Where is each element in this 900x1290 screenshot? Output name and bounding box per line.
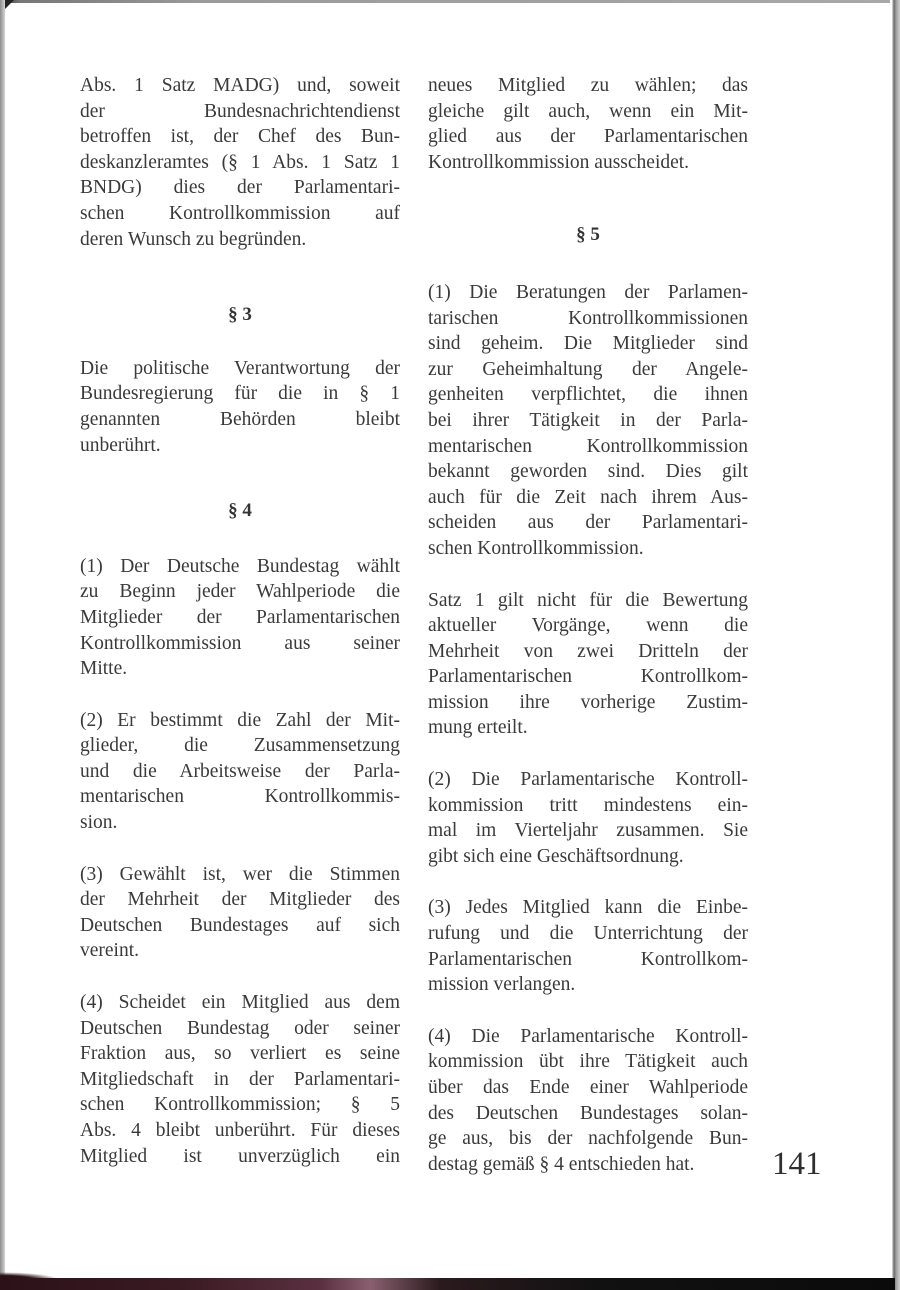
text-line: (2) Er bestimmt die Zahl der Mit- bbox=[80, 709, 400, 731]
text-line: Deutschen Bundestages auf sich bbox=[80, 914, 400, 936]
text-line: zu Beginn jeder Wahlperiode die bbox=[80, 581, 400, 603]
text-line: Mitgliedschaft in der Parlamentari- bbox=[80, 1068, 400, 1090]
text-line: Satz 1 gilt nicht für die Bewertung bbox=[428, 589, 748, 611]
text-line: BNDG) dies der Parlamentari- bbox=[80, 177, 400, 199]
section-4-paragraph-3 bbox=[80, 862, 400, 964]
scan-edge-top bbox=[0, 0, 890, 3]
section-4-paragraph-2 bbox=[80, 708, 400, 836]
text-line: mung erteilt. bbox=[428, 717, 528, 739]
section-4-paragraph-4 bbox=[80, 990, 400, 1169]
text-line: (4) Die Parlamentarische Kontroll- bbox=[428, 1025, 748, 1047]
scan-edge-left bbox=[0, 0, 5, 1275]
section-5-paragraph-1b bbox=[428, 588, 748, 742]
text-line: über das Ende einer Wahlperiode bbox=[428, 1077, 748, 1098]
text-line: bei ihrer Tätigkeit in der Parla- bbox=[428, 409, 748, 431]
text-line: Abs. 4 bleibt unberührt. Für dieses bbox=[80, 1120, 400, 1141]
scan-edge-right bbox=[892, 0, 900, 1290]
text-line: Fraktion aus, so verliert es seine bbox=[80, 1043, 400, 1065]
text-line: scheiden aus der Parlamentari- bbox=[428, 512, 748, 534]
text-line: der Bundesnachrichtendienst bbox=[80, 100, 400, 122]
text-line: mal im Vierteljahr zusammen. Sie bbox=[428, 820, 748, 842]
text-line: schen Kontrollkommission; § 5 bbox=[80, 1094, 400, 1116]
text-line: betroffen ist, der Chef des Bun- bbox=[80, 126, 400, 148]
section-4-paragraph-1 bbox=[80, 554, 400, 682]
section-3-paragraph bbox=[80, 356, 400, 458]
text-line: mentarischen Kontrollkommission bbox=[428, 435, 748, 457]
section-5-paragraph-3 bbox=[428, 895, 748, 997]
text-line: Kontrollkommission ausscheidet. bbox=[428, 151, 690, 173]
text-line: vereint. bbox=[80, 940, 140, 962]
text-line: destag gemäß § 4 entschieden hat. bbox=[428, 1153, 695, 1175]
text-line: bekannt geworden sind. Dies gilt bbox=[428, 461, 748, 483]
text-line: (2) Die Parlamentarische Kontroll- bbox=[428, 769, 748, 791]
section-heading-4: § 4 bbox=[228, 500, 252, 522]
text-line: des Deutschen Bundestages solan- bbox=[428, 1102, 748, 1124]
text-line: (4) Scheidet ein Mitglied aus dem bbox=[80, 992, 400, 1014]
text-line: gibt sich eine Geschäftsordnung. bbox=[428, 845, 684, 867]
text-line: gleiche gilt auch, wenn ein Mit- bbox=[428, 100, 748, 122]
text-line: (3) Gewählt ist, wer die Stimmen bbox=[80, 863, 400, 885]
section-5-paragraph-1 bbox=[428, 280, 748, 562]
text-line: deren Wunsch zu begründen. bbox=[80, 228, 307, 250]
text-line: genheiten verpflichtet, die ihnen bbox=[428, 384, 748, 406]
text-line: Bundesregierung für die in § 1 bbox=[80, 383, 400, 405]
text-line: kommission übt ihre Tätigkeit auch bbox=[428, 1051, 748, 1073]
text-line: Kontrollkommission aus seiner bbox=[80, 632, 400, 654]
text-line: unberührt. bbox=[80, 434, 161, 456]
text-line: neues Mitglied zu wählen; das bbox=[428, 75, 748, 96]
text-line: Abs. 1 Satz MADG) und, soweit bbox=[80, 75, 400, 96]
text-line: Mitglied ist unverzüglich ein bbox=[80, 1145, 400, 1167]
text-line: mission ihre vorherige Zustim- bbox=[428, 691, 748, 713]
text-line: und die Arbeitsweise der Parla- bbox=[80, 760, 400, 782]
text-line: Die politische Verantwortung der bbox=[80, 357, 400, 379]
text-line: (3) Jedes Mitglied kann die Einbe- bbox=[428, 897, 748, 919]
scan-edge-bottom bbox=[0, 1278, 895, 1290]
section-5-paragraph-2 bbox=[428, 767, 748, 869]
left-column bbox=[80, 73, 400, 1169]
section-heading-3: § 3 bbox=[228, 304, 252, 326]
text-line: Mitte. bbox=[80, 658, 128, 680]
text-line: schen Kontrollkommission auf bbox=[80, 202, 400, 224]
text-line: (1) Der Deutsche Bundestag wählt bbox=[80, 555, 400, 577]
text-line: Deutschen Bundestag oder seiner bbox=[80, 1017, 400, 1039]
text-line: glieder, die Zusammensetzung bbox=[80, 735, 400, 757]
text-line: sion. bbox=[80, 812, 118, 834]
text-line: kommission tritt mindestens ein- bbox=[428, 794, 748, 816]
text-line: Mehrheit von zwei Dritteln der bbox=[428, 640, 748, 662]
continuation-paragraph bbox=[80, 73, 400, 252]
text-line: tarischen Kontrollkommissionen bbox=[428, 307, 748, 329]
text-line: genannten Behörden bleibt bbox=[80, 408, 400, 430]
text-line: Mitglieder der Parlamentarischen bbox=[80, 606, 400, 628]
text-line: aktueller Vorgänge, wenn die bbox=[428, 615, 748, 637]
text-line: mentarischen Kontrollkommis- bbox=[80, 786, 400, 808]
text-line: ge aus, bis der nachfolgende Bun- bbox=[428, 1128, 748, 1150]
text-line: deskanzleramtes (§ 1 Abs. 1 Satz 1 bbox=[80, 151, 400, 173]
text-line: glied aus der Parlamentarischen bbox=[428, 126, 748, 148]
section-5-paragraph-4 bbox=[428, 1024, 748, 1178]
text-line: (1) Die Beratungen der Parlamen- bbox=[428, 281, 748, 303]
section-heading-5: § 5 bbox=[576, 224, 600, 246]
text-line: der Mehrheit der Mitglieder des bbox=[80, 889, 400, 911]
page-number: 141 bbox=[772, 1146, 822, 1182]
text-line: zur Geheimhaltung der Angele- bbox=[428, 358, 748, 380]
text-line: Parlamentarischen Kontrollkom- bbox=[428, 948, 748, 970]
text-line: sind geheim. Die Mitglieder sind bbox=[428, 333, 748, 355]
right-column bbox=[428, 73, 748, 1177]
continuation-paragraph bbox=[428, 73, 748, 175]
text-line: schen Kontrollkommission. bbox=[428, 537, 644, 559]
text-line: Parlamentarischen Kontrollkom- bbox=[428, 666, 748, 688]
text-line: auch für die Zeit nach ihrem Aus- bbox=[428, 486, 748, 508]
text-line: mission verlangen. bbox=[428, 974, 576, 996]
text-line: rufung und die Unterrichtung der bbox=[428, 923, 748, 945]
